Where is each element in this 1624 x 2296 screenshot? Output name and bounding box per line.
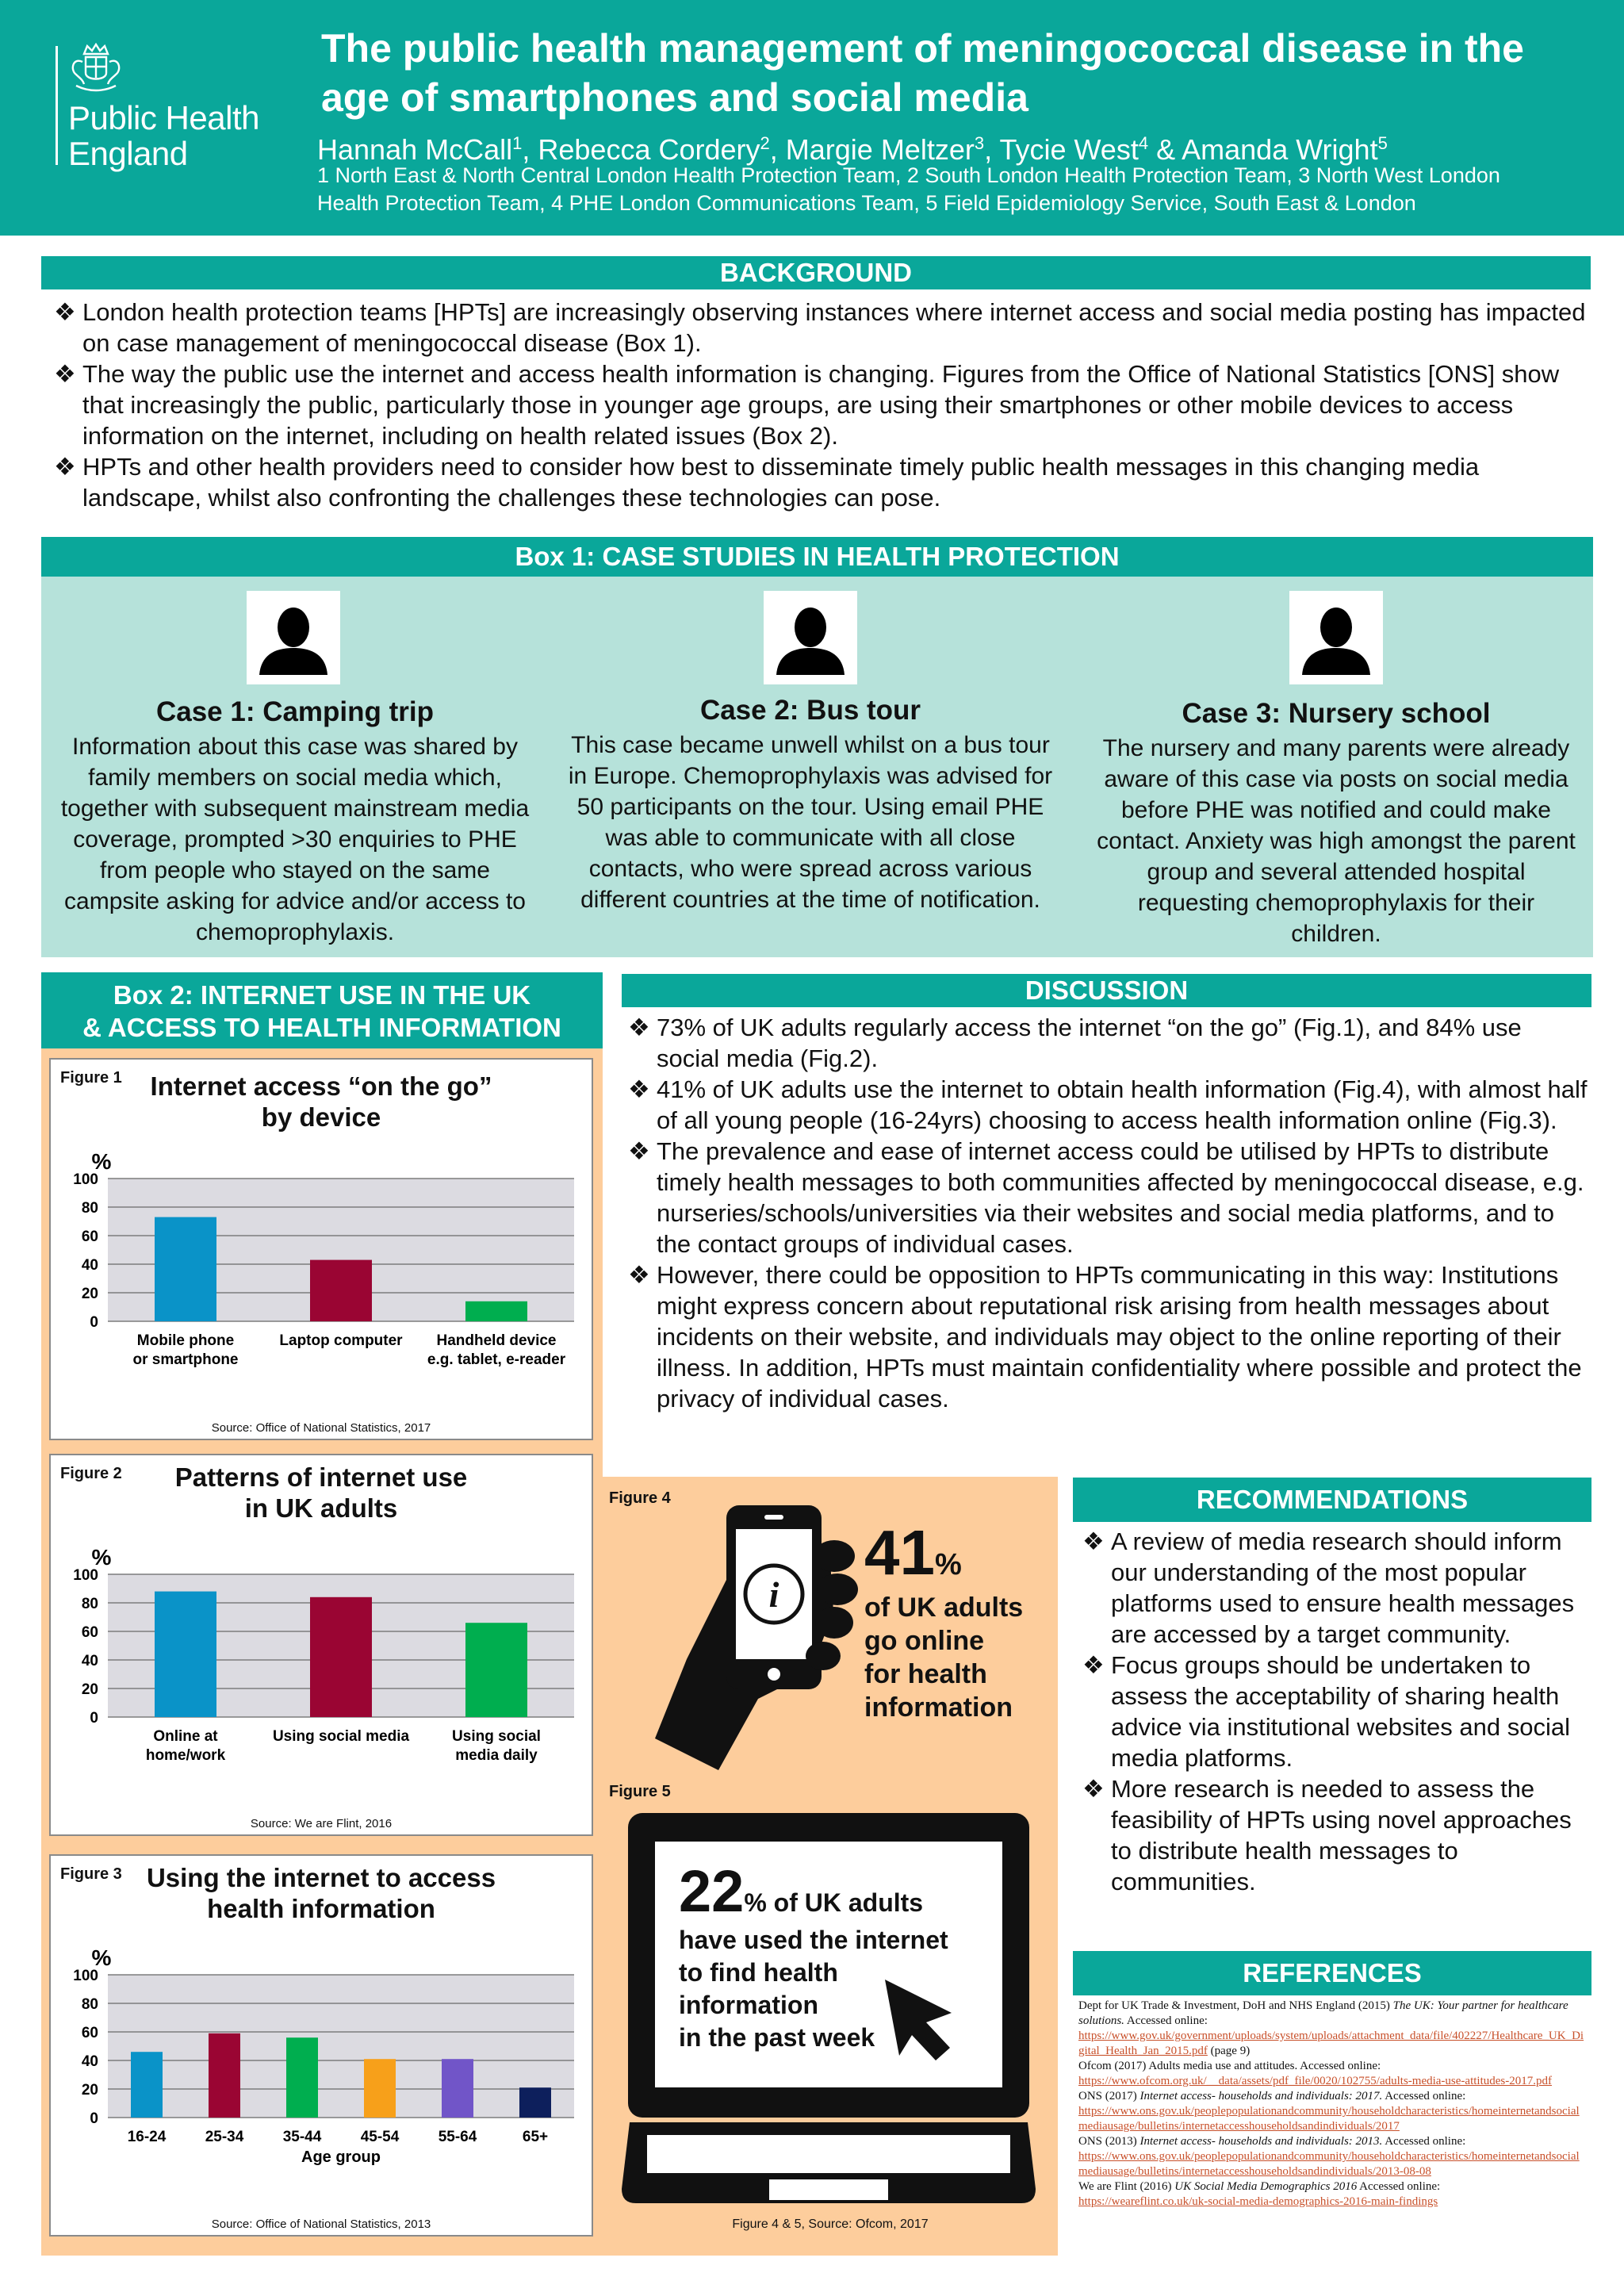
y-tick-label: 100	[73, 1171, 98, 1188]
bar	[310, 1597, 372, 1717]
bar	[286, 2037, 318, 2118]
figure5-line: to find health	[679, 1958, 838, 1987]
bar	[155, 1592, 216, 1717]
author-name: Tycie West	[999, 133, 1139, 166]
x-tick-label: 45-54	[360, 2129, 400, 2145]
y-tick-label: 0	[90, 1314, 98, 1331]
y-tick-label: 100	[73, 1567, 98, 1584]
reference-accessed: Accessed online:	[1382, 2135, 1466, 2148]
y-tick-label: 40	[81, 2053, 98, 2070]
x-tick-label: Using social	[452, 1728, 541, 1745]
reference-title: UK Social Media Demographics 2016	[1174, 2180, 1358, 2193]
figure1-chart	[51, 1131, 595, 1409]
bar	[209, 2033, 240, 2118]
x-tick-label: e.g. tablet, e-reader	[427, 1351, 566, 1368]
figure2-source: Source: We are Flint, 2016	[250, 1817, 393, 1830]
y-tick-label: 40	[81, 1257, 98, 1274]
logo-text	[68, 100, 259, 171]
phe-logo	[51, 38, 265, 181]
person-icon	[247, 591, 340, 684]
figure4-line: go online	[864, 1626, 985, 1656]
bar	[465, 1301, 527, 1321]
case2-text: This case became unwell whilst on a bus tour in Europe. Chemoprophylaxis was advised for 50 participants on the tour. Using email PHE was able to communicate with all close contacts, who were spread across various different countries at the time of notification.	[568, 732, 1053, 913]
figure3-source: Source: Office of National Statistics, 2013	[211, 2217, 431, 2231]
figure5-stat	[679, 1858, 948, 2054]
x-tick-label: 55-64	[438, 2129, 477, 2145]
discussion-list	[628, 1012, 1588, 1414]
figure2-chart	[51, 1527, 595, 1804]
bar	[155, 1217, 216, 1321]
recommendation-bullet: ❖ Focus groups should be undertaken to assess the acceptability of sharing health advice via institutional websites and social media platforms.	[1082, 1650, 1590, 1773]
x-tick-label: Using social media	[272, 1728, 410, 1745]
figure4-big-number: 41	[864, 1517, 935, 1588]
x-tick-label: home/work	[145, 1747, 226, 1764]
y-tick-label: 0	[90, 1710, 98, 1727]
discussion-bullet: ❖ 73% of UK adults regularly access the internet “on the go” (Fig.1), and 84% use social media (Fig.2).	[628, 1012, 1588, 1074]
reference-item	[1078, 2059, 1586, 2089]
reference-accessed: Accessed online:	[1382, 2090, 1466, 2102]
figure4-line: of UK adults	[864, 1593, 1024, 1623]
author-separator: ,	[769, 133, 786, 166]
plot-area	[108, 1975, 574, 2118]
background-list	[54, 297, 1600, 513]
recommendation-bullet: ❖ A review of media research should inform our understanding of the most popular platforms used to ensure health messages are accessed by a target community.	[1082, 1526, 1590, 1650]
x-tick-label: Mobile phone	[136, 1332, 235, 1349]
author-separator: ,	[522, 133, 538, 166]
reference-text: Dept for UK Trade & Investment, DoH and NHS England (2015)	[1078, 1999, 1393, 2012]
reference-link[interactable]: https://www.ons.gov.uk/peoplepopulationandcommunity/householdcharacteristics/homeinternetandsocialmediausage/bulletins/internetaccesshouseholdsandindividuals/2017	[1078, 2105, 1580, 2133]
x-tick-label: media daily	[455, 1747, 538, 1764]
figure4-label: Figure 4	[609, 1489, 671, 1507]
x-tick-label: Laptop computer	[279, 1332, 403, 1349]
figure3-title-line1: Using the internet to access	[146, 1863, 496, 1892]
figure2	[49, 1454, 593, 1836]
figure5-line: information	[679, 1991, 818, 2019]
author-affil-number: 2	[760, 133, 770, 153]
figure5-label: Figure 5	[609, 1783, 671, 1800]
person-icon	[1289, 591, 1383, 684]
x-tick-label: 65+	[522, 2129, 549, 2145]
recommendations-list	[1082, 1526, 1590, 1897]
background-bullet: ❖ HPTs and other health providers need to consider how best to disseminate timely public health messages in this changing media landscape, whilst also confronting the challenges these technologies can pose.	[54, 451, 1600, 513]
figure1	[49, 1058, 593, 1440]
case3-avatar	[1289, 591, 1383, 684]
reference-item	[1078, 2089, 1586, 2134]
case2	[565, 695, 1056, 915]
x-tick-label: Online at	[153, 1728, 218, 1745]
references-list	[1078, 1999, 1586, 2210]
logo-text-line2: England	[68, 135, 188, 172]
reference-item	[1078, 1999, 1586, 2059]
figure1-title-line1: Internet access “on the go”	[150, 1071, 492, 1101]
y-tick-label: 80	[81, 1200, 98, 1217]
figure4-text	[864, 1591, 1023, 1724]
author-name: Rebecca Cordery	[538, 133, 760, 166]
figure5-line: have used the internet	[679, 1926, 948, 1954]
bar	[364, 2059, 396, 2118]
y-tick-label: 80	[81, 1996, 98, 2013]
y-tick-label: 20	[81, 1286, 98, 1302]
bar	[131, 2052, 163, 2118]
author-affil-number: 3	[974, 133, 985, 153]
figure1-source: Source: Office of National Statistics, 2017	[211, 1421, 431, 1435]
y-tick-label: 60	[81, 2025, 98, 2041]
reference-item	[1078, 2179, 1586, 2210]
figure5-text	[679, 1924, 948, 2054]
poster-title	[321, 24, 1606, 122]
figure4-line: information	[864, 1692, 1013, 1723]
y-tick-label: 20	[81, 2082, 98, 2099]
discussion-bullet: ❖ 41% of UK adults use the internet to obtain health information (Fig.4), with almost half of all young people (16-24yrs) choosing to access health information online (Fig.3).	[628, 1074, 1588, 1136]
reference-title: Internet access- households and individuals: 2013.	[1139, 2135, 1383, 2148]
y-axis-label: %	[91, 1149, 112, 1174]
figure3-label: Figure 3	[60, 1865, 122, 1883]
x-tick-label: 25-34	[205, 2129, 244, 2145]
figure2-title-line2: in UK adults	[244, 1493, 398, 1523]
y-tick-label: 60	[81, 1624, 98, 1641]
y-tick-label: 40	[81, 1653, 98, 1669]
x-tick-label: 35-44	[282, 2129, 322, 2145]
y-tick-label: 100	[73, 1968, 98, 1984]
logo-text-line1: Public Health	[68, 99, 259, 136]
figure5-percent: % of UK adults	[744, 1888, 924, 1917]
case1	[49, 696, 541, 948]
box1-heading: Box 1: CASE STUDIES IN HEALTH PROTECTION	[41, 537, 1593, 577]
figure1-title	[51, 1071, 592, 1133]
authors	[317, 127, 1388, 167]
figure5-line: in the past week	[679, 2023, 875, 2052]
reference-link[interactable]: https://weareflint.co.uk/uk-social-media-demographics-2016-main-findings	[1078, 2195, 1438, 2208]
reference-text: ONS (2017)	[1078, 2090, 1140, 2102]
case3-title: Case 3: Nursery school	[1182, 698, 1491, 729]
figure5-source: Figure 4 & 5, Source: Ofcom, 2017	[732, 2217, 929, 2231]
case2-avatar	[764, 591, 857, 684]
affil-line1: 1 North East & North Central London Health Protection Team, 2 South London Health Protection Team, 3 North West London	[317, 163, 1500, 187]
figure3-title	[51, 1862, 592, 1924]
reference-item	[1078, 2134, 1586, 2179]
case3	[1090, 698, 1582, 949]
title-line1: The public health management of meningococcal disease in the	[321, 26, 1524, 71]
case1-text: Information about this case was shared by family members on social media which, together with subsequent mainstream media coverage, prompted >30 enquiries to PHE from people who stayed on the same campsite asking for advice and/or access to chemoprophylaxis.	[60, 734, 530, 945]
reference-text: ONS (2013)	[1078, 2135, 1140, 2148]
author-affil-number: 1	[512, 133, 523, 153]
references-heading: REFERENCES	[1073, 1951, 1591, 1995]
author-affil-number: 5	[1377, 133, 1388, 153]
background-heading: BACKGROUND	[41, 256, 1591, 289]
case1-title: Case 1: Camping trip	[155, 696, 435, 727]
figure4-line: for health	[864, 1659, 987, 1689]
bar	[442, 2059, 473, 2118]
figure2-title-line1: Patterns of internet use	[174, 1462, 468, 1492]
bar	[310, 1260, 372, 1321]
figure2-title	[51, 1462, 592, 1524]
author-name: Amanda Wright	[1182, 133, 1378, 166]
figure4-percent: %	[934, 1548, 962, 1581]
case1-avatar	[247, 591, 340, 684]
svg-text:i: i	[768, 1574, 779, 1615]
title-line2: age of smartphones and social media	[321, 75, 1028, 120]
figure4-stat	[864, 1517, 1024, 1724]
y-tick-label: 20	[81, 1681, 98, 1698]
reference-link[interactable]: https://www.ofcom.org.uk/__data/assets/pdf_file/0020/102755/adults-media-use-attitudes-2017.pdf	[1078, 2075, 1552, 2087]
figure1-title-line2: by device	[261, 1102, 381, 1132]
reference-link[interactable]: https://www.gov.uk/government/uploads/system/uploads/attachment_data/file/402227/Healthcare_UK_Digital_Health_Jan_2015.pdf	[1078, 2030, 1584, 2057]
bar	[519, 2087, 551, 2118]
reference-link[interactable]: https://www.ons.gov.uk/peoplepopulationandcommunity/householdcharacteristics/homeinternetandsocialmediausage/bulletins/internetaccesshouseholdsandindividuals/2013-08-08	[1078, 2150, 1580, 2178]
person-icon	[764, 591, 857, 684]
author-affil-number: 4	[1138, 133, 1149, 153]
recommendations-heading: RECOMMENDATIONS	[1073, 1478, 1591, 1522]
figure3-title-line2: health information	[207, 1894, 435, 1923]
reference-title: Internet access- households and individuals: 2017.	[1139, 2090, 1383, 2102]
y-axis-label: %	[91, 1545, 112, 1570]
y-axis-label: %	[91, 1945, 112, 1970]
recommendation-bullet: ❖ More research is needed to assess the feasibility of HPTs using novel approaches to distribute health messages to communities.	[1082, 1773, 1590, 1897]
box2-heading	[41, 972, 603, 1048]
crest-icon	[67, 43, 125, 92]
discussion-heading: DISCUSSION	[622, 974, 1591, 1007]
x-axis-label: Age group	[301, 2148, 381, 2166]
box2-heading-line1: Box 2: INTERNET USE IN THE UK	[113, 980, 531, 1010]
background-bullet: ❖ London health protection teams [HPTs] are increasingly observing instances where internet access and social media posting has impacted on case management of meningococcal disease (Box 1).	[54, 297, 1600, 358]
figure5-big-number: 22	[679, 1858, 745, 1924]
box2-heading-line2: & ACCESS TO HEALTH INFORMATION	[82, 1013, 561, 1042]
author-separator: ,	[984, 133, 1000, 166]
figure1-label: Figure 1	[60, 1069, 122, 1087]
x-tick-label: Handheld device	[436, 1332, 557, 1349]
x-tick-label: or smartphone	[132, 1351, 239, 1368]
reference-title: The UK: Your partner for healthcare solutions.	[1078, 1999, 1568, 2027]
logo-divider	[56, 46, 58, 165]
author-name: Hannah McCall	[317, 133, 513, 166]
author-separator: &	[1148, 133, 1182, 166]
case3-text: The nursery and many parents were already aware of this case via posts on social media before PHE was notified and could make contact. Anxiety was high amongst the parent group and several attended hospital requesting chemoprophylaxis for their children.	[1097, 735, 1576, 947]
reference-accessed: Accessed online:	[1357, 2180, 1441, 2193]
affiliations	[317, 162, 1500, 217]
y-tick-label: 80	[81, 1596, 98, 1612]
reference-accessed: Accessed online:	[1124, 2014, 1208, 2027]
figure3	[49, 1854, 593, 2237]
affil-line2: Health Protection Team, 4 PHE London Communications Team, 5 Field Epidemiology Service, South East & London	[317, 191, 1416, 215]
reference-text: Ofcom (2017) Adults media use and attitudes. Accessed online:	[1078, 2060, 1381, 2072]
case2-title: Case 2: Bus tour	[699, 695, 921, 726]
author-name: Margie Meltzer	[785, 133, 975, 166]
figure2-label: Figure 2	[60, 1465, 122, 1482]
discussion-bullet: ❖ The prevalence and ease of internet access could be utilised by HPTs to distribute timely health messages to both communities affected by meningococcal disease, e.g. nurseries/schools/universities via their websites and social media platforms, and to the contact groups of individual cases.	[628, 1136, 1588, 1259]
x-tick-label: 16-24	[127, 2129, 167, 2145]
discussion-bullet: ❖ However, there could be opposition to HPTs communicating in this way: Institutions might express concern about reputational risk arising from health messages about incidents on their website, and individuals may object to the online reporting of their illness. In addition, HPTs must maintain confidentiality where possible and protect the privacy of individual cases.	[628, 1259, 1588, 1414]
y-tick-label: 60	[81, 1228, 98, 1245]
figure3-chart	[51, 1927, 595, 2221]
hand-phone-icon	[655, 1501, 861, 1770]
bar	[465, 1623, 527, 1717]
y-tick-label: 0	[90, 2110, 98, 2127]
reference-text: We are Flint (2016)	[1078, 2180, 1175, 2193]
background-bullet: ❖ The way the public use the internet and access health information is changing. Figures from the Office of National Statistics [ONS] show that increasingly the public, particularly those in younger age groups, are using their smartphones or other mobile devices to access information on the internet, including on health related issues (Box 2).	[54, 358, 1600, 451]
header-banner	[0, 0, 1624, 236]
reference-page: (page 9)	[1207, 2045, 1251, 2057]
